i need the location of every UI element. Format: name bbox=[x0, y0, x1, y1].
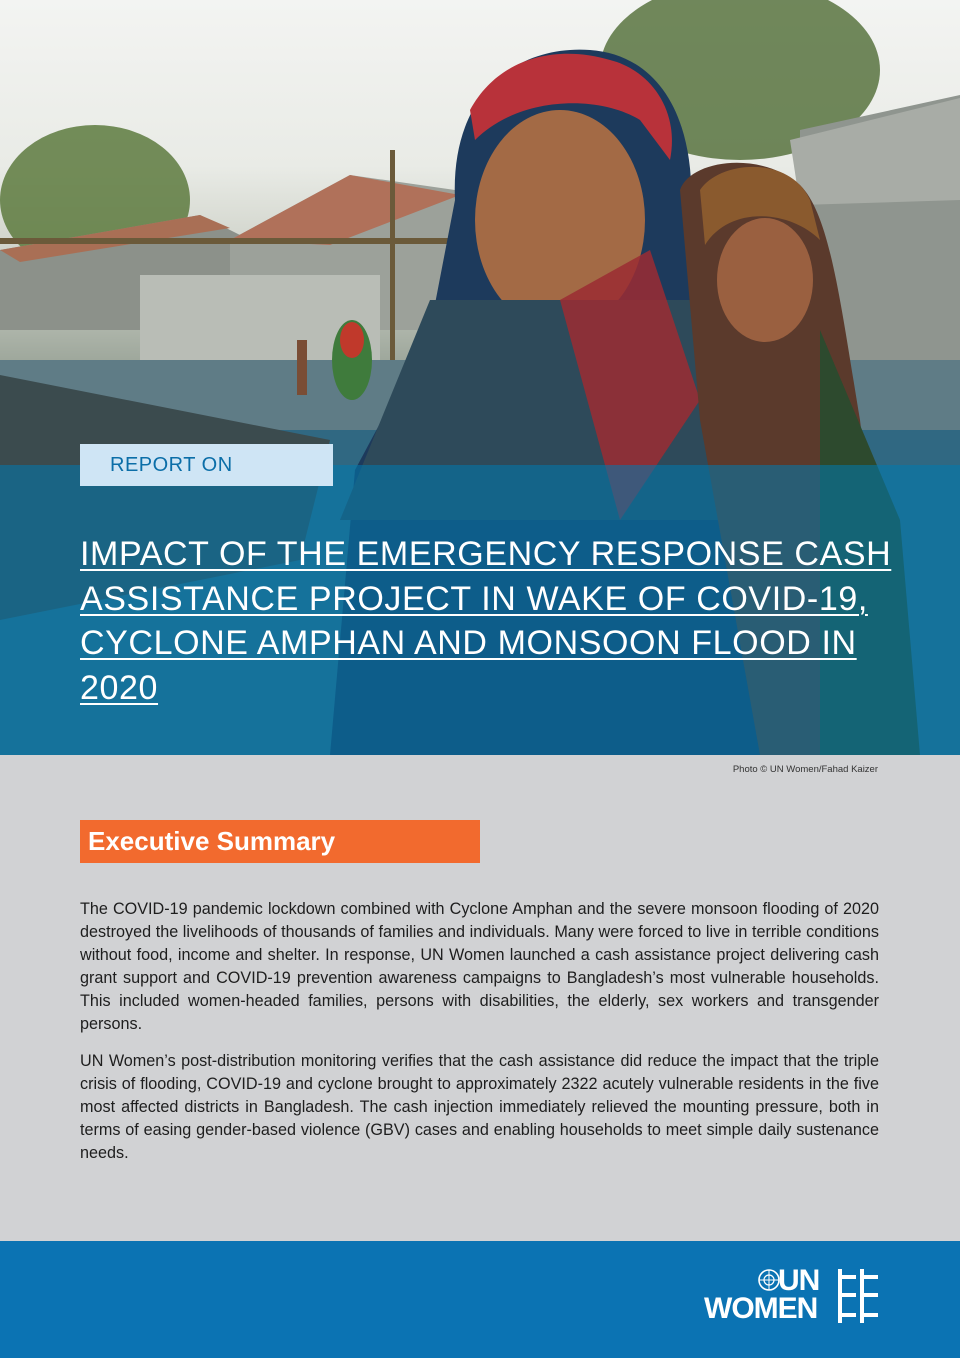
summary-paragraph: The COVID-19 pandemic lockdown combined with Cyclone Amphan and the severe monsoon flooding of 2020 destroyed the livelihoods of thousands of families and individuals. Many were forced to live in terrible conditions without food, income and shelter. In response, UN Women launched a cash assistance project delivering cash grant support and COVID-19 prevention awareness campaigns to Bangladesh’s most vulnerable households. This included women-headed families, persons with disabilities, the elderly, sex workers and transgender persons. bbox=[80, 900, 879, 1033]
logo-un-text: UN bbox=[778, 1264, 820, 1297]
executive-summary-heading: Executive Summary bbox=[80, 820, 480, 863]
summary-paragraph: UN Women’s post-distribution monitoring verifies that the cash assistance did reduce the impact that the triple crisis of flooding, COVID-19 and cyclone brought to approximately 2322 acutely vulnerable residents in the five most affected districts in Bangladesh. The cash injection immediately relieved the mounting pressure, both in terms of easing gender-based violence (GBV) cases and enabling households to meet simple daily sustenance needs. bbox=[80, 1052, 879, 1162]
un-women-logo bbox=[704, 1266, 882, 1326]
report-title: IMPACT OF THE EMERGENCY RESPONSE CASH ASSISTANCE PROJECT IN WAKE OF COVID-19, CYCLONE AMPHAN AND MONSOON FLOOD IN 2020 bbox=[80, 535, 892, 707]
executive-summary-body bbox=[80, 898, 879, 1179]
photo-credit: Photo © UN Women/Fahad Kaizer bbox=[732, 764, 878, 775]
un-women-mark-icon bbox=[838, 1269, 882, 1323]
report-on-label: REPORT ON bbox=[80, 444, 333, 486]
logo-women-text: WOMEN bbox=[704, 1292, 818, 1325]
un-emblem-icon bbox=[758, 1269, 780, 1291]
